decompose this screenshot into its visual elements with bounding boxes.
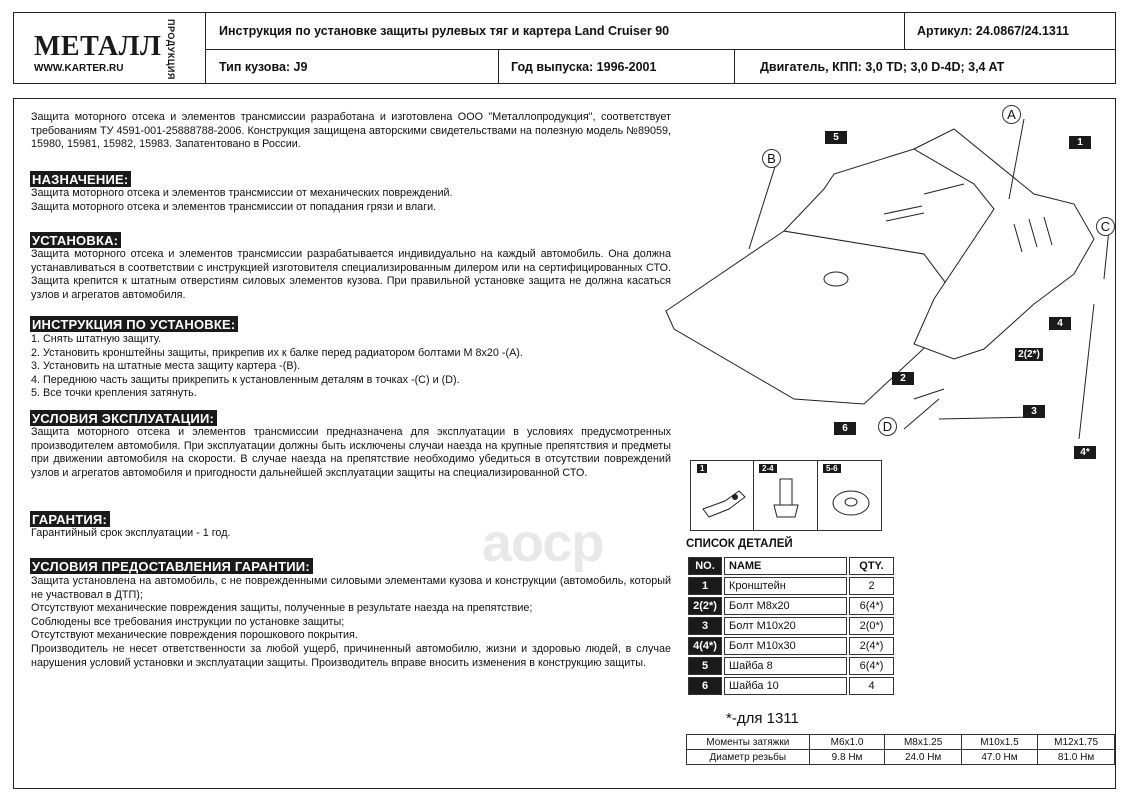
part-qty: 4 (849, 677, 894, 695)
table-row (687, 735, 1115, 750)
torque-cell: M6x1.0 (809, 735, 885, 750)
document-title: Инструкция по установке защиты рулевых тяг и картера Land Cruiser 90 (219, 24, 670, 38)
diagram-label: 6 (834, 422, 856, 435)
diagram-label: 4 (1049, 317, 1071, 330)
purpose-line: Защита моторного отсека и элементов трансмиссии от попадания грязи и влаги. (31, 200, 437, 213)
table-row (688, 617, 894, 635)
usage-text: Защита моторного отсека и элементов трансмиссии предназначена для эксплуатации в условиях предусмотренных производителем автомобиля. При эксплуатации должны быть исключены случаи наезда на крупные препятствия и предметы при движении автомобиля на скорости. В случае наезда на препятствие необходимо убедиться в отсутствии повреждений узлов и агрегатов автомобиля и пригодности дальнейшей эксплуатации защиты на специализированной СТО. (31, 426, 671, 479)
logo (14, 13, 206, 83)
torque-cell: Моменты затяжки (687, 735, 810, 750)
warranty-term: Отсутствуют механические повреждения порошкового покрытия. (31, 629, 358, 642)
warranty-term: Соблюдены все требования инструкции по установке защиты; (31, 615, 345, 628)
diagram-label: 1 (1069, 136, 1091, 149)
header-cell: NAME (724, 557, 847, 575)
table-row (688, 657, 894, 675)
logo-vertical-text: ПРОДУКЦИЯ (166, 19, 176, 80)
icon-tag: 2-4 (759, 464, 777, 473)
torque-cell: 81.0 Нм (1038, 750, 1115, 765)
section-title-usage: УСЛОВИЯ ЭКСПЛУАТАЦИИ: (30, 410, 217, 426)
logo-brand: МЕТАЛЛ (34, 31, 162, 62)
hardware-icons (690, 460, 882, 531)
table-row (688, 637, 894, 655)
callout-b: B (762, 149, 781, 168)
part-name: Шайба 8 (724, 657, 847, 675)
torque-cell: M8x1.25 (885, 735, 961, 750)
part-number: 6 (688, 677, 722, 695)
intro-text: Защита моторного отсека и элементов трансмиссии разработана и изготовлена ООО "Металлопродукция", соответствует требованиям ТУ 4591-001-25888788-2006. Конструкция защищена авторскими свидетельствами на полезную модель №89059, 15980, 15981, 15982, 15983. Запатентовано в России. (31, 111, 671, 151)
watermark: аоср (482, 513, 604, 573)
icon-tag: 1 (697, 464, 707, 473)
parts-table (686, 555, 896, 697)
warranty-text: Гарантийный срок эксплуатации - 1 год. (31, 527, 231, 539)
torque-cell: M10x1.5 (961, 735, 1037, 750)
engine-info: Двигатель, КПП: 3,0 TD; 3,0 D-4D; 3,4 AT (760, 59, 1005, 74)
header (13, 12, 1116, 84)
part-qty: 2 (849, 577, 894, 595)
part-name: Шайба 10 (724, 677, 847, 695)
part-name: Болт М8х20 (724, 597, 847, 615)
torque-cell: 47.0 Нм (961, 750, 1037, 765)
steps-list (31, 333, 671, 401)
part-name: Болт М10х30 (724, 637, 847, 655)
part-number: 1 (688, 577, 722, 595)
torque-table (686, 734, 1115, 765)
torque-cell: M12x1.75 (1038, 735, 1115, 750)
purpose-text (31, 187, 671, 214)
warranty-terms-text (31, 575, 671, 670)
torque-cell: 9.8 Нм (809, 750, 885, 765)
icon-tag: 5-6 (823, 464, 841, 473)
part-qty: 6(4*) (849, 597, 894, 615)
header-cell: QTY. (849, 557, 894, 575)
part-qty: 2(4*) (849, 637, 894, 655)
diagram-label: 2 (892, 372, 914, 385)
callout-a: A (1002, 105, 1021, 124)
bracket-icon (699, 479, 749, 524)
warranty-term: Защита установлена на автомобиль, с не поврежденными силовыми элементами кузова и конструкции (автомобиль, который не участвовал в ДТП); (31, 575, 671, 601)
step-item: 4. Переднюю часть защиты прикрепить к установленным деталям в точках -(С) и (D). (31, 373, 460, 386)
installation-diagram (654, 99, 1114, 459)
part-name: Кронштейн (724, 577, 847, 595)
diagram-label: 2(2*) (1015, 348, 1043, 361)
callout-d: D (878, 417, 897, 436)
part-qty: 2(0*) (849, 617, 894, 635)
article-number: Артикул: 24.0867/24.1311 (917, 24, 1070, 38)
production-year: Год выпуска: 1996-2001 (511, 59, 657, 74)
install-text: Защита моторного отсека и элементов трансмиссии разрабатывается индивидуально на каждый автомобиль. Она должна устанавливаться в соответствии с инструкцией изготовителя специализированным дилером или на сертифицированных СТО. Защита крепится к штатным отверстиям силовых элементов кузова. При правильной установке защита не должна касаться узлов и агрегатов автомобиля. (31, 248, 671, 301)
torque-cell: Диаметр резьбы (687, 750, 810, 765)
step-item: 1. Снять штатную защиту. (31, 333, 162, 345)
warranty-term: Производитель не несет ответственности за любой ущерб, причиненный автомобилю, жизни и здоровью людей, в случае нарушения условий установки и эксплуатации защиты. Производитель вправе вносить изменения в конструкцию защиты. (31, 642, 671, 669)
table-row (688, 577, 894, 595)
header-cell: NO. (688, 557, 722, 575)
logo-website: WWW.KARTER.RU (34, 63, 124, 74)
part-number: 3 (688, 617, 722, 635)
diagram-label: 5 (825, 131, 847, 144)
section-title-steps: ИНСТРУКЦИЯ ПО УСТАНОВКЕ: (30, 316, 238, 332)
part-number: 2(2*) (688, 597, 722, 615)
parts-list-title: СПИСОК ДЕТАЛЕЙ (686, 538, 793, 550)
step-item: 5. Все точки крепления затянуть. (31, 387, 197, 400)
part-name: Болт М10х20 (724, 617, 847, 635)
table-row (687, 750, 1115, 765)
table-row (688, 677, 894, 695)
body-type: Тип кузова: J9 (219, 59, 308, 74)
diagram-label: 3 (1023, 405, 1045, 418)
part-qty: 6(4*) (849, 657, 894, 675)
callout-c: C (1096, 217, 1115, 236)
washer-icon (829, 481, 873, 521)
bolt-icon (771, 477, 801, 525)
part-number: 4(4*) (688, 637, 722, 655)
section-title-purpose: НАЗНАЧЕНИЕ: (30, 171, 131, 187)
main-panel (13, 98, 1116, 789)
parts-table-header (688, 557, 894, 575)
part-number: 5 (688, 657, 722, 675)
section-title-install: УСТАНОВКА: (30, 232, 121, 248)
section-title-warranty: ГАРАНТИЯ: (30, 511, 110, 527)
step-item: 3. Установить на штатные места защиту картера -(В). (31, 360, 301, 373)
warranty-term: Отсутствуют механические повреждения защиты, полученные в результате наезда на препятствие; (31, 602, 533, 615)
torque-cell: 24.0 Нм (885, 750, 961, 765)
purpose-line: Защита моторного отсека и элементов трансмиссии от механических повреждений. (31, 187, 453, 199)
section-title-warranty-terms: УСЛОВИЯ ПРЕДОСТАВЛЕНИЯ ГАРАНТИИ: (30, 558, 313, 574)
diagram-label: 4* (1074, 446, 1096, 459)
footnote: *-для 1311 (726, 710, 799, 727)
step-item: 2. Установить кронштейны защиты, прикрепив их к балке перед радиатором болтами М 8х20 -(А). (31, 346, 523, 359)
table-row (688, 597, 894, 615)
